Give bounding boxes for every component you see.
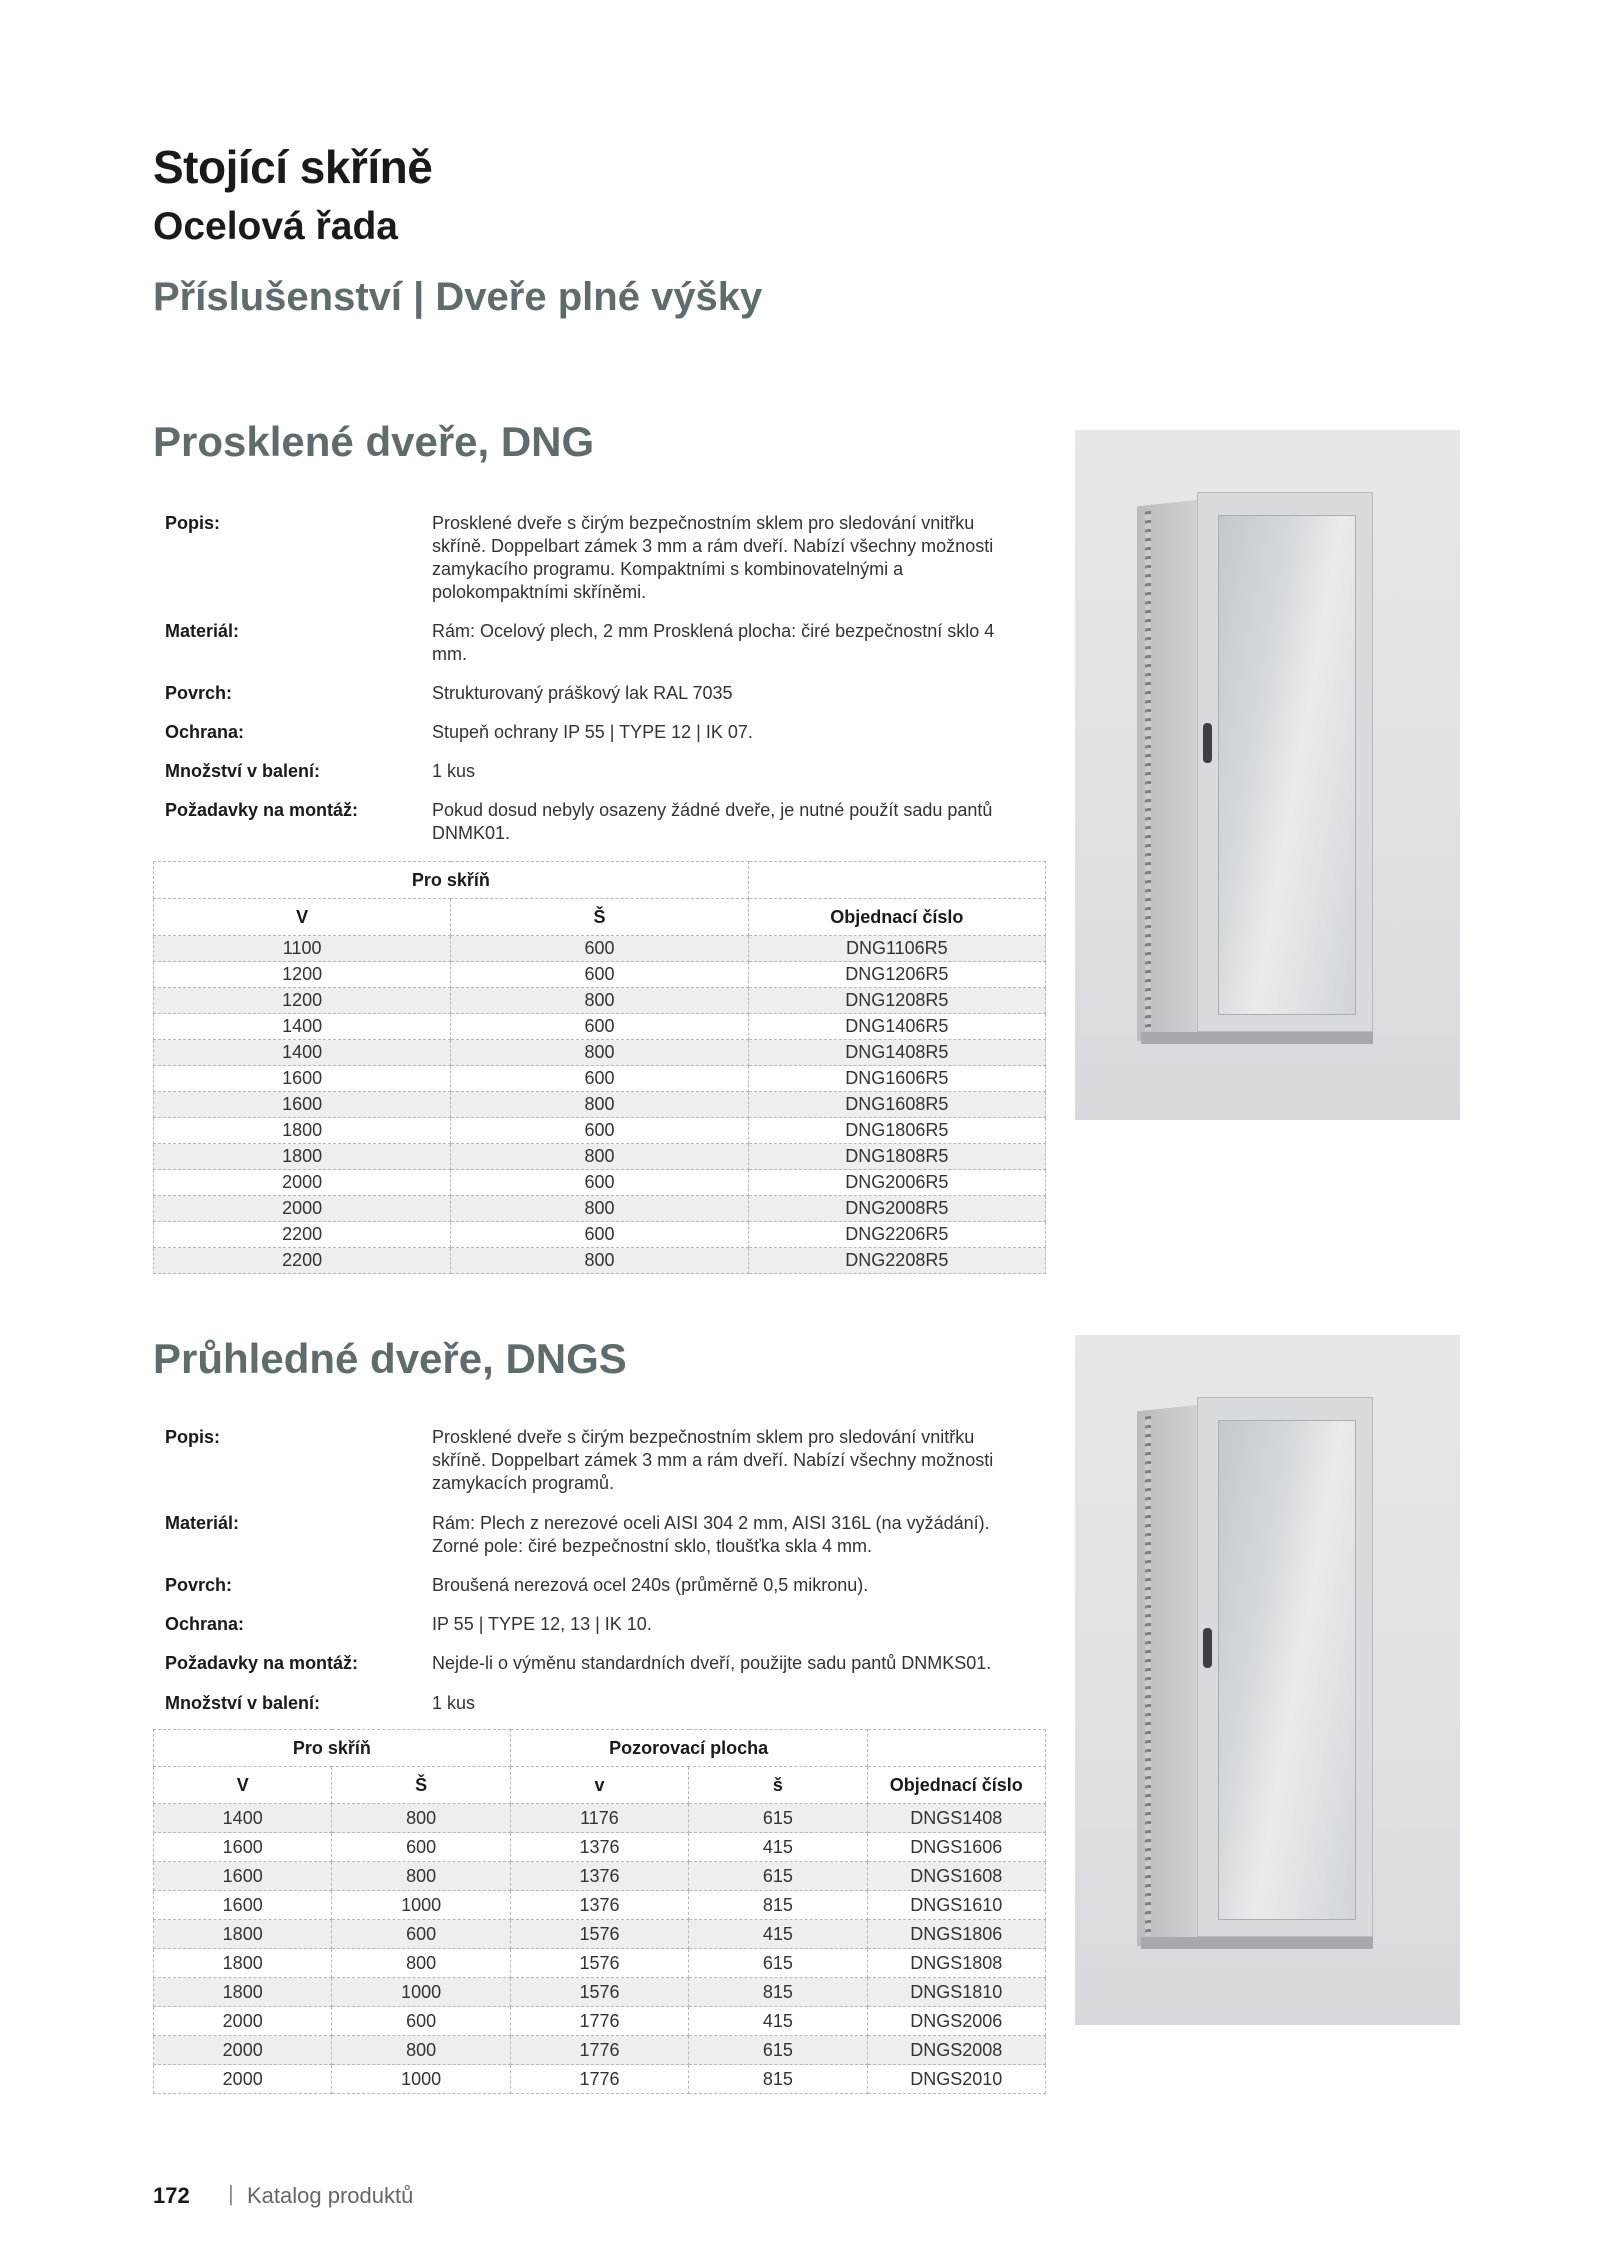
cabinet-side-frame [1137, 500, 1197, 1041]
spec-label: Množství v balení: [165, 1693, 321, 1713]
dng-product-table [153, 861, 1046, 1274]
table-cell: 600 [451, 1066, 748, 1092]
table-row [154, 1920, 1046, 1949]
spec-label: Povrch: [165, 683, 233, 703]
table-cell: 1400 [154, 1014, 451, 1040]
table-row [154, 936, 1046, 962]
column-header: Objednací číslo [748, 899, 1045, 936]
spec-label: Ochrana: [165, 722, 245, 742]
dngs-section-heading: Průhledné dveře, DNGS [153, 1335, 627, 1382]
table-cell: 800 [451, 1248, 748, 1274]
table-row [154, 2036, 1046, 2065]
table-cell: DNG1606R5 [748, 1066, 1045, 1092]
table-row [154, 1978, 1046, 2007]
table-cell: DNGS1806 [867, 1920, 1045, 1949]
table-cell: DNGS1608 [867, 1862, 1045, 1891]
table-cell: 2200 [154, 1222, 451, 1248]
column-header: V [154, 899, 451, 936]
table-row [154, 1170, 1046, 1196]
table-cell: DNGS2010 [867, 2065, 1045, 2094]
table-cell: 1376 [510, 1891, 688, 1920]
table-cell: 615 [689, 1949, 867, 1978]
cabinet-base [1141, 1937, 1373, 1949]
table-cell: 2000 [154, 2007, 332, 2036]
spec-value: Rám: Plech z nerezové oceli AISI 304 2 mm, AISI 316L (na vyžádání). Zorné pole: čiré bezpečnostní sklo, tloušťka skla 4 mm. [432, 1513, 990, 1556]
table-cell: DNG1408R5 [748, 1040, 1045, 1066]
spec-label: Popis: [165, 1427, 221, 1447]
glass-door [1197, 1397, 1373, 1937]
table-cell: DNGS1610 [867, 1891, 1045, 1920]
spec-value: Stupeň ochrany IP 55 | TYPE 12 | IK 07. [432, 722, 753, 742]
page-title: Stojící skříně [153, 141, 433, 193]
spec-value: Broušená nerezová ocel 240s (průměrně 0,5 mikronu). [432, 1575, 869, 1595]
cabinet-illustration [1137, 492, 1369, 1042]
door-handle [1203, 723, 1212, 763]
table-cell: 600 [332, 2007, 510, 2036]
table-cell: 1176 [510, 1804, 688, 1833]
table-cell: 1400 [154, 1804, 332, 1833]
table-cell: DNG1406R5 [748, 1014, 1045, 1040]
spec-value: IP 55 | TYPE 12, 13 | IK 10. [432, 1614, 652, 1634]
table-cell: 415 [689, 1920, 867, 1949]
spec-value: Nejde-li o výměnu standardních dveří, použijte sadu pantů DNMKS01. [432, 1653, 992, 1673]
spec-label: Ochrana: [165, 1614, 245, 1634]
table-cell: 1600 [154, 1092, 451, 1118]
table-cell: DNGS1810 [867, 1978, 1045, 2007]
group-header: Pro skříň [154, 1730, 511, 1767]
table-cell: DNG1106R5 [748, 936, 1045, 962]
table-cell: 1600 [154, 1833, 332, 1862]
dng-section-heading: Prosklené dveře, DNG [153, 418, 595, 465]
table-cell: 1200 [154, 988, 451, 1014]
table-cell: 800 [451, 1196, 748, 1222]
column-header: Š [451, 899, 748, 936]
table-cell: 600 [332, 1833, 510, 1862]
table-cell: 800 [332, 2036, 510, 2065]
table-cell: 1000 [332, 1978, 510, 2007]
table-row [154, 1092, 1046, 1118]
table-cell: DNG1806R5 [748, 1118, 1045, 1144]
table-cell: DNGS1408 [867, 1804, 1045, 1833]
table-cell: DNG2006R5 [748, 1170, 1045, 1196]
dng-cabinet-photo [1075, 430, 1460, 1120]
table-cell: 1576 [510, 1978, 688, 2007]
table-cell: 2000 [154, 1170, 451, 1196]
door-glass-pane [1218, 1420, 1356, 1920]
table-cell: 1776 [510, 2065, 688, 2094]
table-cell: 1800 [154, 1978, 332, 2007]
table-cell: 415 [689, 2007, 867, 2036]
door-glass-pane [1218, 515, 1356, 1015]
table-row [154, 962, 1046, 988]
table-cell: 815 [689, 1891, 867, 1920]
spec-value: Prosklené dveře s čirým bezpečnostním sklem pro sledování vnitřku skříně. Doppelbart zámek 3 mm a rám dveří. Nabízí všechny možnosti zamykacího programu. Kompaktními s kombinovatelnými a polokompaktními skříněmi. [432, 513, 994, 602]
spec-label: Popis: [165, 513, 221, 533]
table-cell: 1000 [332, 2065, 510, 2094]
table-cell: DNGS1606 [867, 1833, 1045, 1862]
footer-catalog-label: Katalog produktů [247, 2183, 414, 2208]
door-handle [1203, 1628, 1212, 1668]
table-cell: DNG2008R5 [748, 1196, 1045, 1222]
table-cell: 815 [689, 1978, 867, 2007]
table-cell: 1800 [154, 1118, 451, 1144]
page-number: 172 [153, 2183, 190, 2208]
footer-separator: | [228, 2181, 234, 2206]
table-cell: DNGS2006 [867, 2007, 1045, 2036]
table-cell: 600 [332, 1920, 510, 1949]
table-cell: 800 [451, 988, 748, 1014]
table-cell: DNG1808R5 [748, 1144, 1045, 1170]
table-row [154, 1144, 1046, 1170]
table-cell: 800 [451, 1040, 748, 1066]
spec-value: 1 kus [432, 761, 476, 781]
table-cell: 815 [689, 2065, 867, 2094]
table-cell: 800 [451, 1092, 748, 1118]
group-header-empty [748, 862, 1045, 899]
table-group-header-row [154, 862, 1046, 899]
table-cell: 1600 [154, 1891, 332, 1920]
spec-value: Strukturovaný práškový lak RAL 7035 [432, 683, 733, 703]
table-cell: 415 [689, 1833, 867, 1862]
table-cell: 800 [332, 1862, 510, 1891]
dngs-product-table [153, 1729, 1046, 2094]
table-cell: 2000 [154, 1196, 451, 1222]
table-cell: DNG2208R5 [748, 1248, 1045, 1274]
table-cell: 615 [689, 1804, 867, 1833]
column-header: Objednací číslo [867, 1767, 1045, 1804]
spec-label: Množství v balení: [165, 761, 321, 781]
table-cell: 1376 [510, 1833, 688, 1862]
table-row [154, 1066, 1046, 1092]
table-cell: 1600 [154, 1066, 451, 1092]
table-cell: 1576 [510, 1949, 688, 1978]
page-subtitle: Ocelová řada [153, 205, 398, 248]
table-group-header-row [154, 1730, 1046, 1767]
table-header-row [154, 899, 1046, 936]
table-cell: 615 [689, 1862, 867, 1891]
column-header: š [689, 1767, 867, 1804]
spec-value: Rám: Ocelový plech, 2 mm Prosklená plocha: čiré bezpečnostní sklo 4 mm. [432, 621, 995, 664]
spec-label: Požadavky na montáž: [165, 800, 359, 820]
table-cell: 1600 [154, 1862, 332, 1891]
table-cell: 600 [451, 1118, 748, 1144]
table-row [154, 1862, 1046, 1891]
table-cell: DNGS2008 [867, 2036, 1045, 2065]
table-cell: DNG2206R5 [748, 1222, 1045, 1248]
spec-label: Materiál: [165, 621, 240, 641]
spec-label: Povrch: [165, 1575, 233, 1595]
table-cell: 1800 [154, 1144, 451, 1170]
table-cell: 1800 [154, 1949, 332, 1978]
spec-value: 1 kus [432, 1693, 476, 1713]
table-row [154, 1040, 1046, 1066]
spec-value: Prosklené dveře s čirým bezpečnostním sklem pro sledování vnitřku skříně. Doppelbart zámek 3 mm a rám dveří. Nabízí všechny možnosti zamykacích programů. [432, 1427, 994, 1493]
group-header: Pozorovací plocha [510, 1730, 867, 1767]
table-row [154, 2065, 1046, 2094]
cabinet-base [1141, 1032, 1373, 1044]
spec-label: Požadavky na montáž: [165, 1653, 359, 1673]
table-cell: 800 [332, 1804, 510, 1833]
table-cell: 1776 [510, 2007, 688, 2036]
table-cell: 2000 [154, 2065, 332, 2094]
table-cell: DNGS1808 [867, 1949, 1045, 1978]
table-cell: 600 [451, 936, 748, 962]
table-cell: 1000 [332, 1891, 510, 1920]
table-cell: DNG1206R5 [748, 962, 1045, 988]
table-cell: 615 [689, 2036, 867, 2065]
table-row [154, 1196, 1046, 1222]
table-cell: 1800 [154, 1920, 332, 1949]
table-cell: 600 [451, 1222, 748, 1248]
table-row [154, 988, 1046, 1014]
dngs-cabinet-photo [1075, 1335, 1460, 2025]
table-cell: 800 [451, 1144, 748, 1170]
table-row [154, 1833, 1046, 1862]
table-cell: 1376 [510, 1862, 688, 1891]
group-header: Pro skříň [154, 862, 749, 899]
table-cell: 2200 [154, 1248, 451, 1274]
spec-value: Pokud dosud nebyly osazeny žádné dveře, je nutné použít sadu pantů DNMK01. [432, 800, 993, 843]
table-cell: 1776 [510, 2036, 688, 2065]
table-cell: 1100 [154, 936, 451, 962]
group-header-empty [867, 1730, 1045, 1767]
table-cell: 600 [451, 1170, 748, 1196]
table-row [154, 1891, 1046, 1920]
cabinet-side-frame [1137, 1405, 1197, 1946]
table-cell: 800 [332, 1949, 510, 1978]
table-cell: 2000 [154, 2036, 332, 2065]
category-heading: Příslušenství | Dveře plné výšky [153, 275, 763, 319]
table-row [154, 1014, 1046, 1040]
table-row [154, 1222, 1046, 1248]
column-header: v [510, 1767, 688, 1804]
table-header-row [154, 1767, 1046, 1804]
table-cell: DNG1208R5 [748, 988, 1045, 1014]
table-row [154, 2007, 1046, 2036]
table-row [154, 1949, 1046, 1978]
table-cell: DNG1608R5 [748, 1092, 1045, 1118]
table-row [154, 1804, 1046, 1833]
cabinet-illustration [1137, 1397, 1369, 1947]
table-cell: 1400 [154, 1040, 451, 1066]
column-header: Š [332, 1767, 510, 1804]
table-cell: 600 [451, 962, 748, 988]
column-header: V [154, 1767, 332, 1804]
glass-door [1197, 492, 1373, 1032]
table-row [154, 1118, 1046, 1144]
table-cell: 600 [451, 1014, 748, 1040]
table-cell: 1576 [510, 1920, 688, 1949]
spec-label: Materiál: [165, 1513, 240, 1533]
table-row [154, 1248, 1046, 1274]
table-cell: 1200 [154, 962, 451, 988]
